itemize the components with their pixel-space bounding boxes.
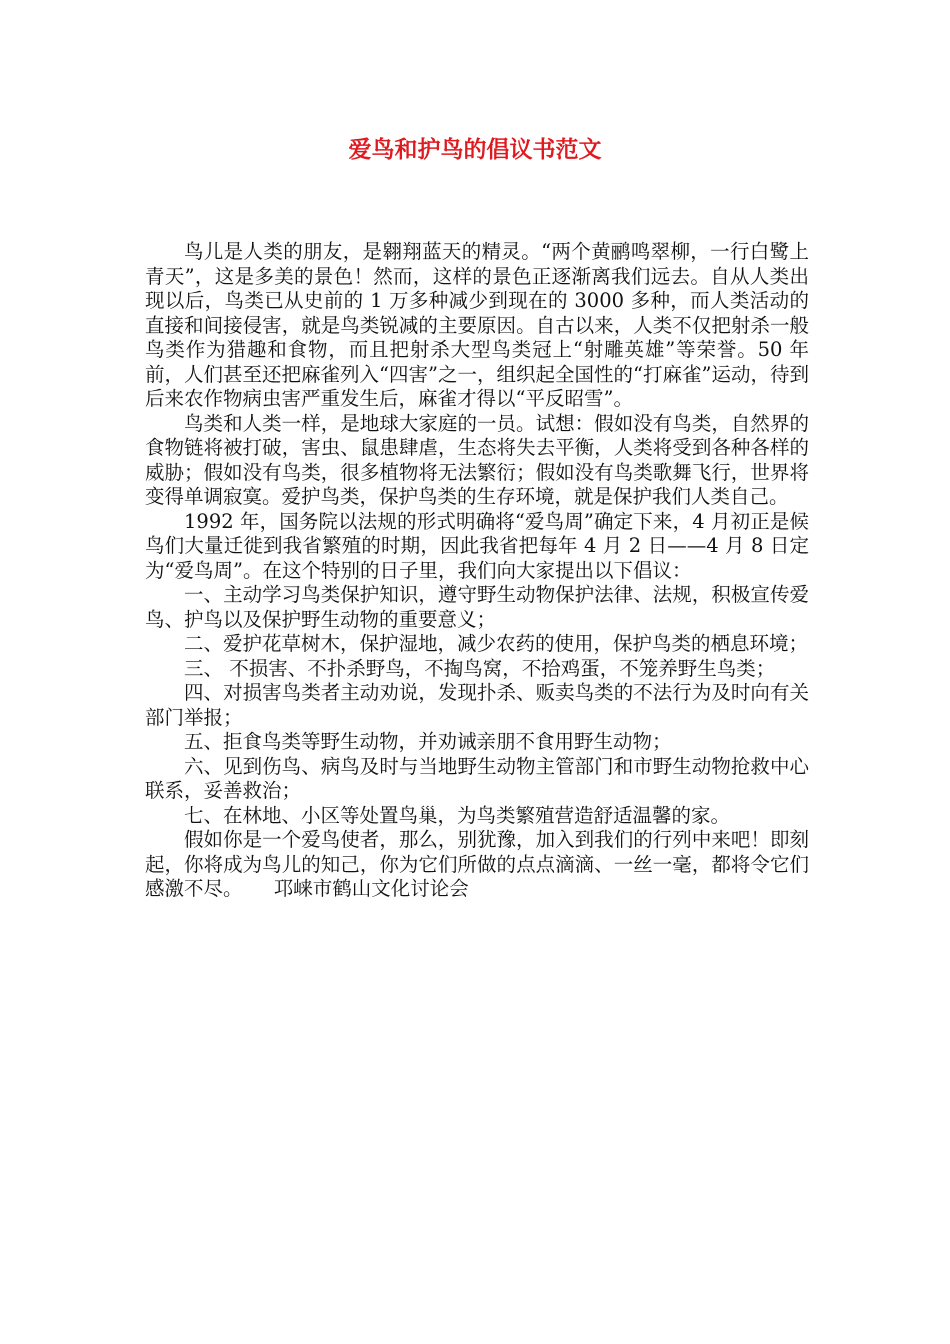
proposal-item-5: 五、拒食鸟类等野生动物，并劝诫亲朋不食用野生动物； [184,730,672,753]
closing-text: 假如你是一个爱鸟使者，那么，别犹豫，加入到我们的行列中来吧！即刻起，你将成为鸟儿的知己，你为它们所做的点点滴滴、一丝一毫，都将令它们感激不尽。 [145,828,809,900]
signature: 邛崃市鹤山文化讨论会 [273,877,469,900]
paragraph-ecology: 鸟类和人类一样，是地球大家庭的一员。试想：假如没有鸟类，自然界的食物链将被打破，害虫、鼠患肆虐，生态将失去平衡，人类将受到各种各样的威胁；假如没有鸟类，很多植物将无法繁衍；假如没有鸟类歌舞飞行，世界将变得单调寂寞。爱护鸟类，保护鸟类的生存环境，就是保护我们人类自己。 [145,411,809,508]
proposal-item-3: 三、 不损害、不扑杀野鸟，不掏鸟窝，不拾鸡蛋，不笼养野生鸟类； [184,656,776,680]
proposal-item-1: 一、主动学习鸟类保护知识，遵守野生动物保护法律、法规，积极宣传爱鸟、护鸟以及保护野生动物的重要意义； [145,583,809,631]
document-title: 爱鸟和护鸟的倡议书范文 [348,137,602,163]
paragraph-intro: 鸟儿是人类的朋友，是翱翔蓝天的精灵。“两个黄鹂鸣翠柳，一行白鹭上青天”，这是多美的景色！然而，这样的景色正逐渐离我们远去。自从人类出现以后，鸟类已从史前的 1 万多种减少到现在的 3000 多种，而人类活动的直接和间接侵害，就是鸟类锐减的主要原因。自古以来，人类不仅把射杀一般鸟类作为猎趣和食物，而且把射杀大型鸟类冠上“射雕英雄”等荣誉。50 年前，人们甚至还把麻雀列入“四害”之一，组织起全国性的“打麻雀”运动，待到后来农作物病虫害严重发生后，麻雀才得以“平反昭雪”。 [145,240,809,410]
proposal-item-2: 二、爱护花草树木，保护湿地，减少农药的使用，保护鸟类的栖息环境； [184,632,809,655]
paragraph-closing [145,828,809,902]
proposal-item-6: 六、见到伤鸟、病鸟及时与当地野生动物主管部门和市野生动物抢救中心联系，妥善救治； [145,754,809,802]
proposal-item-4: 四、对损害鸟类者主动劝说，发现扑杀、贩卖鸟类的不法行为及时向有关部门举报； [145,681,809,729]
paragraph-bird-week: 1992 年，国务院以法规的形式明确将“爱鸟周”确定下来，4 月初正是候鸟们大量迁徙到我省繁殖的时期，因此我省把每年 4 月 2 日——4 月 8 日定为“爱鸟周”。在这个特别的日子里，我们向大家提出以下倡议： [145,509,809,582]
document-body [145,240,809,902]
proposal-item-7: 七、在林地、小区等处置鸟巢，为鸟类繁殖营造舒适温馨的家。 [184,803,731,827]
